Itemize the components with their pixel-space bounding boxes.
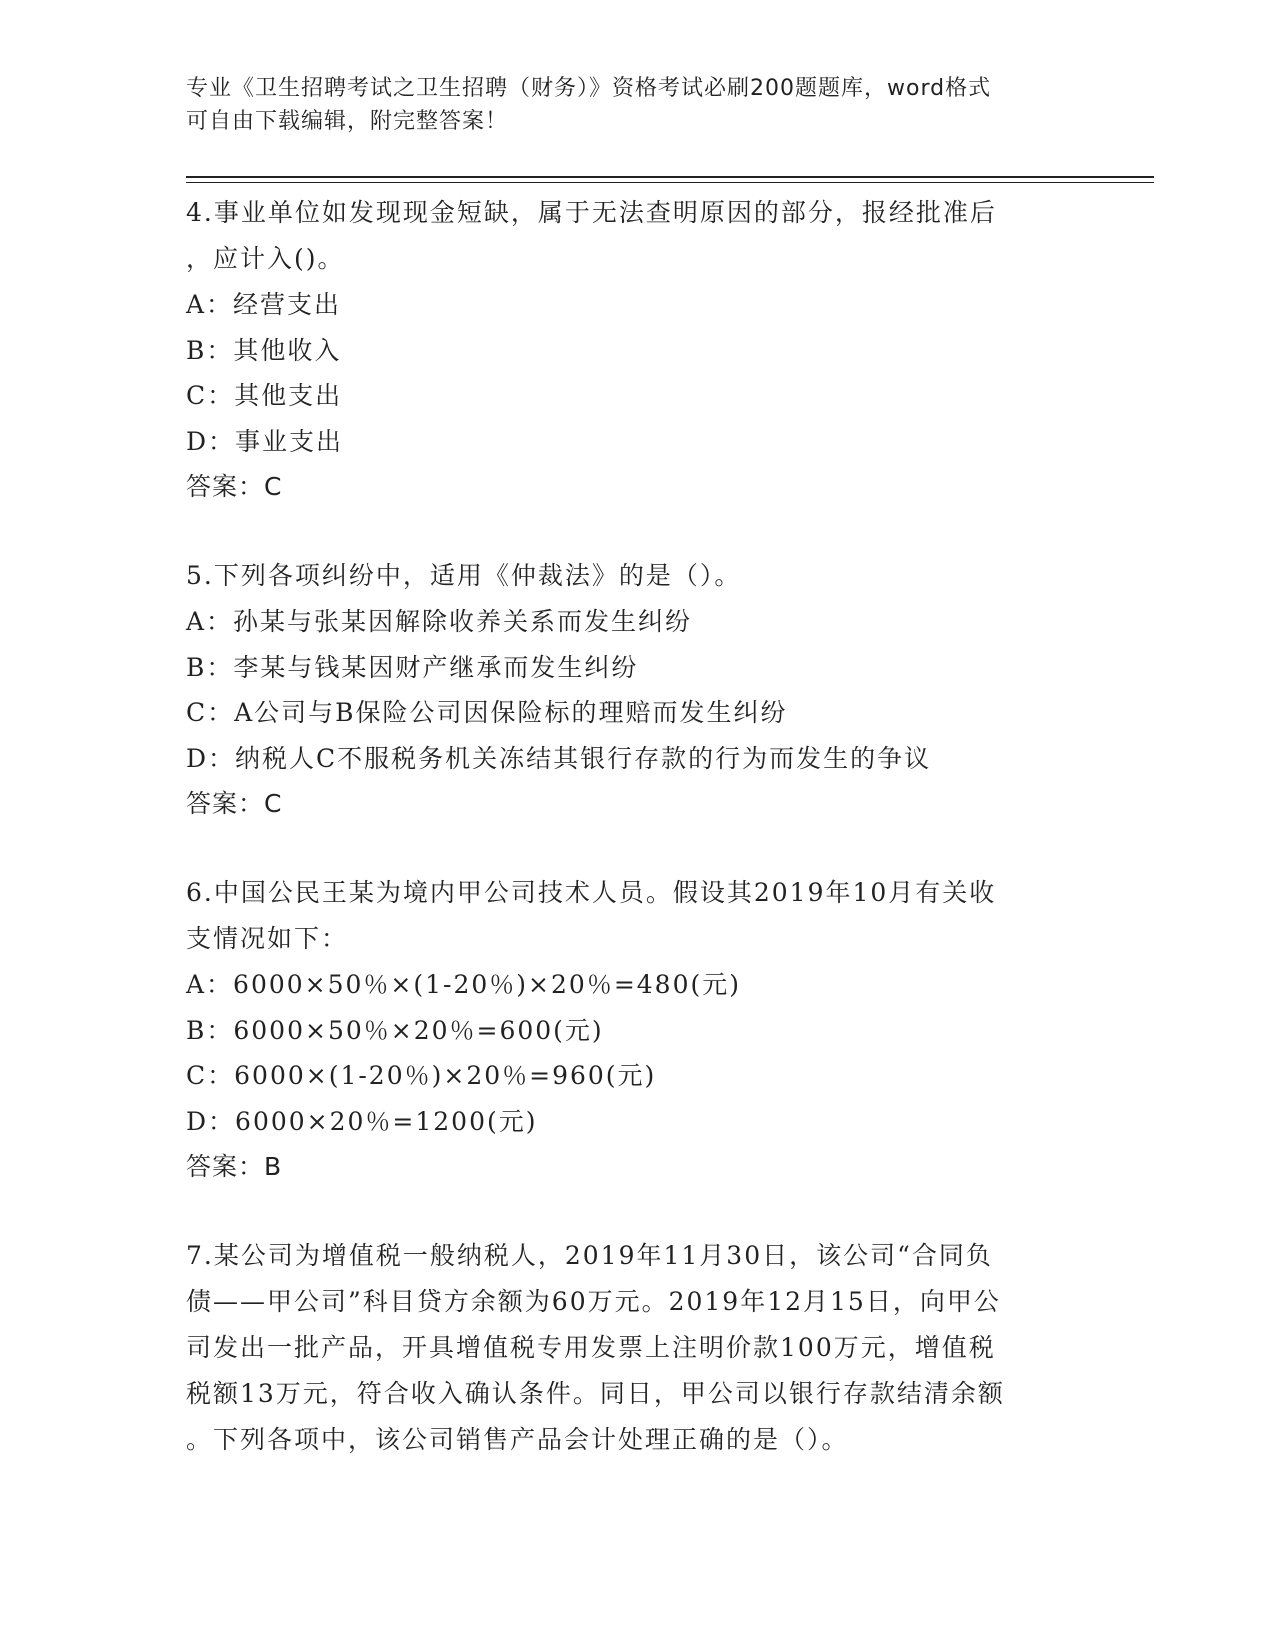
question-text: 。下列各项中，该公司销售产品会计处理正确的是（）。 (186, 1425, 849, 1454)
header-title-line-1: 专业《卫生招聘考试之卫生招聘（财务）》资格考试必刷200题题库，word格式 (186, 76, 992, 101)
question-text: ，应计入()。 (186, 244, 345, 273)
option-a: A：孙某与张某因解除收养关系而发生纠纷 (186, 607, 693, 636)
option-b: B：李某与钱某因财产继承而发生纠纷 (186, 652, 639, 682)
question-4 (186, 190, 1086, 510)
question-text: 支情况如下： (186, 924, 349, 953)
question-7 (186, 1233, 1086, 1463)
header-divider-thick (186, 176, 1154, 178)
answer-text: 答案：C (186, 472, 283, 501)
option-c: C：6000×(1-20％)×20％=960(元) (186, 1061, 657, 1090)
question-text: 5.下列各项纠纷中，适用《仲裁法》的是（）。 (186, 561, 742, 590)
answer-text: 答案：C (186, 789, 283, 818)
question-text: 债——甲公司”科目贷方余额为60万元。2019年12月15日，向甲公 (186, 1287, 1001, 1316)
option-d: D：事业支出 (186, 426, 344, 456)
question-list (186, 190, 1086, 1506)
question-text: 司发出一批产品，开具增值税专用发票上注明价款100万元，增值税 (186, 1333, 996, 1362)
question-text: 税额13万元，符合收入确认条件。同日，甲公司以银行存款结清余额 (186, 1379, 1005, 1408)
option-b: B：6000×50％×20％=600(元) (186, 1015, 604, 1045)
option-b: B：其他收入 (186, 335, 342, 365)
question-text: 4.事业单位如发现现金短缺，属于无法查明原因的部分，报经批准后 (186, 198, 997, 227)
option-c: C：其他支出 (186, 381, 343, 410)
header-title-line-2: 可自由下载编辑，附完整答案！ (186, 109, 509, 134)
document-header (186, 72, 1076, 138)
question-text: 7.某公司为增值税一般纳税人，2019年11月30日，该公司“合同负 (186, 1241, 993, 1270)
option-d: D：纳税人C不服税务机关冻结其银行存款的行为而发生的争议 (186, 743, 932, 773)
option-d: D：6000×20％=1200(元) (186, 1106, 538, 1136)
question-text: 6.中国公民王某为境内甲公司技术人员。假设其2019年10月有关收 (186, 878, 997, 907)
option-a: A：6000×50％×(1-20％)×20％=480(元) (186, 970, 741, 999)
answer-text: 答案：B (186, 1152, 283, 1181)
question-5 (186, 553, 1086, 827)
question-6 (186, 870, 1086, 1190)
option-c: C：A公司与B保险公司因保险标的理赔而发生纠纷 (186, 698, 788, 727)
option-a: A：经营支出 (186, 290, 342, 319)
header-divider-thin (186, 182, 1154, 183)
